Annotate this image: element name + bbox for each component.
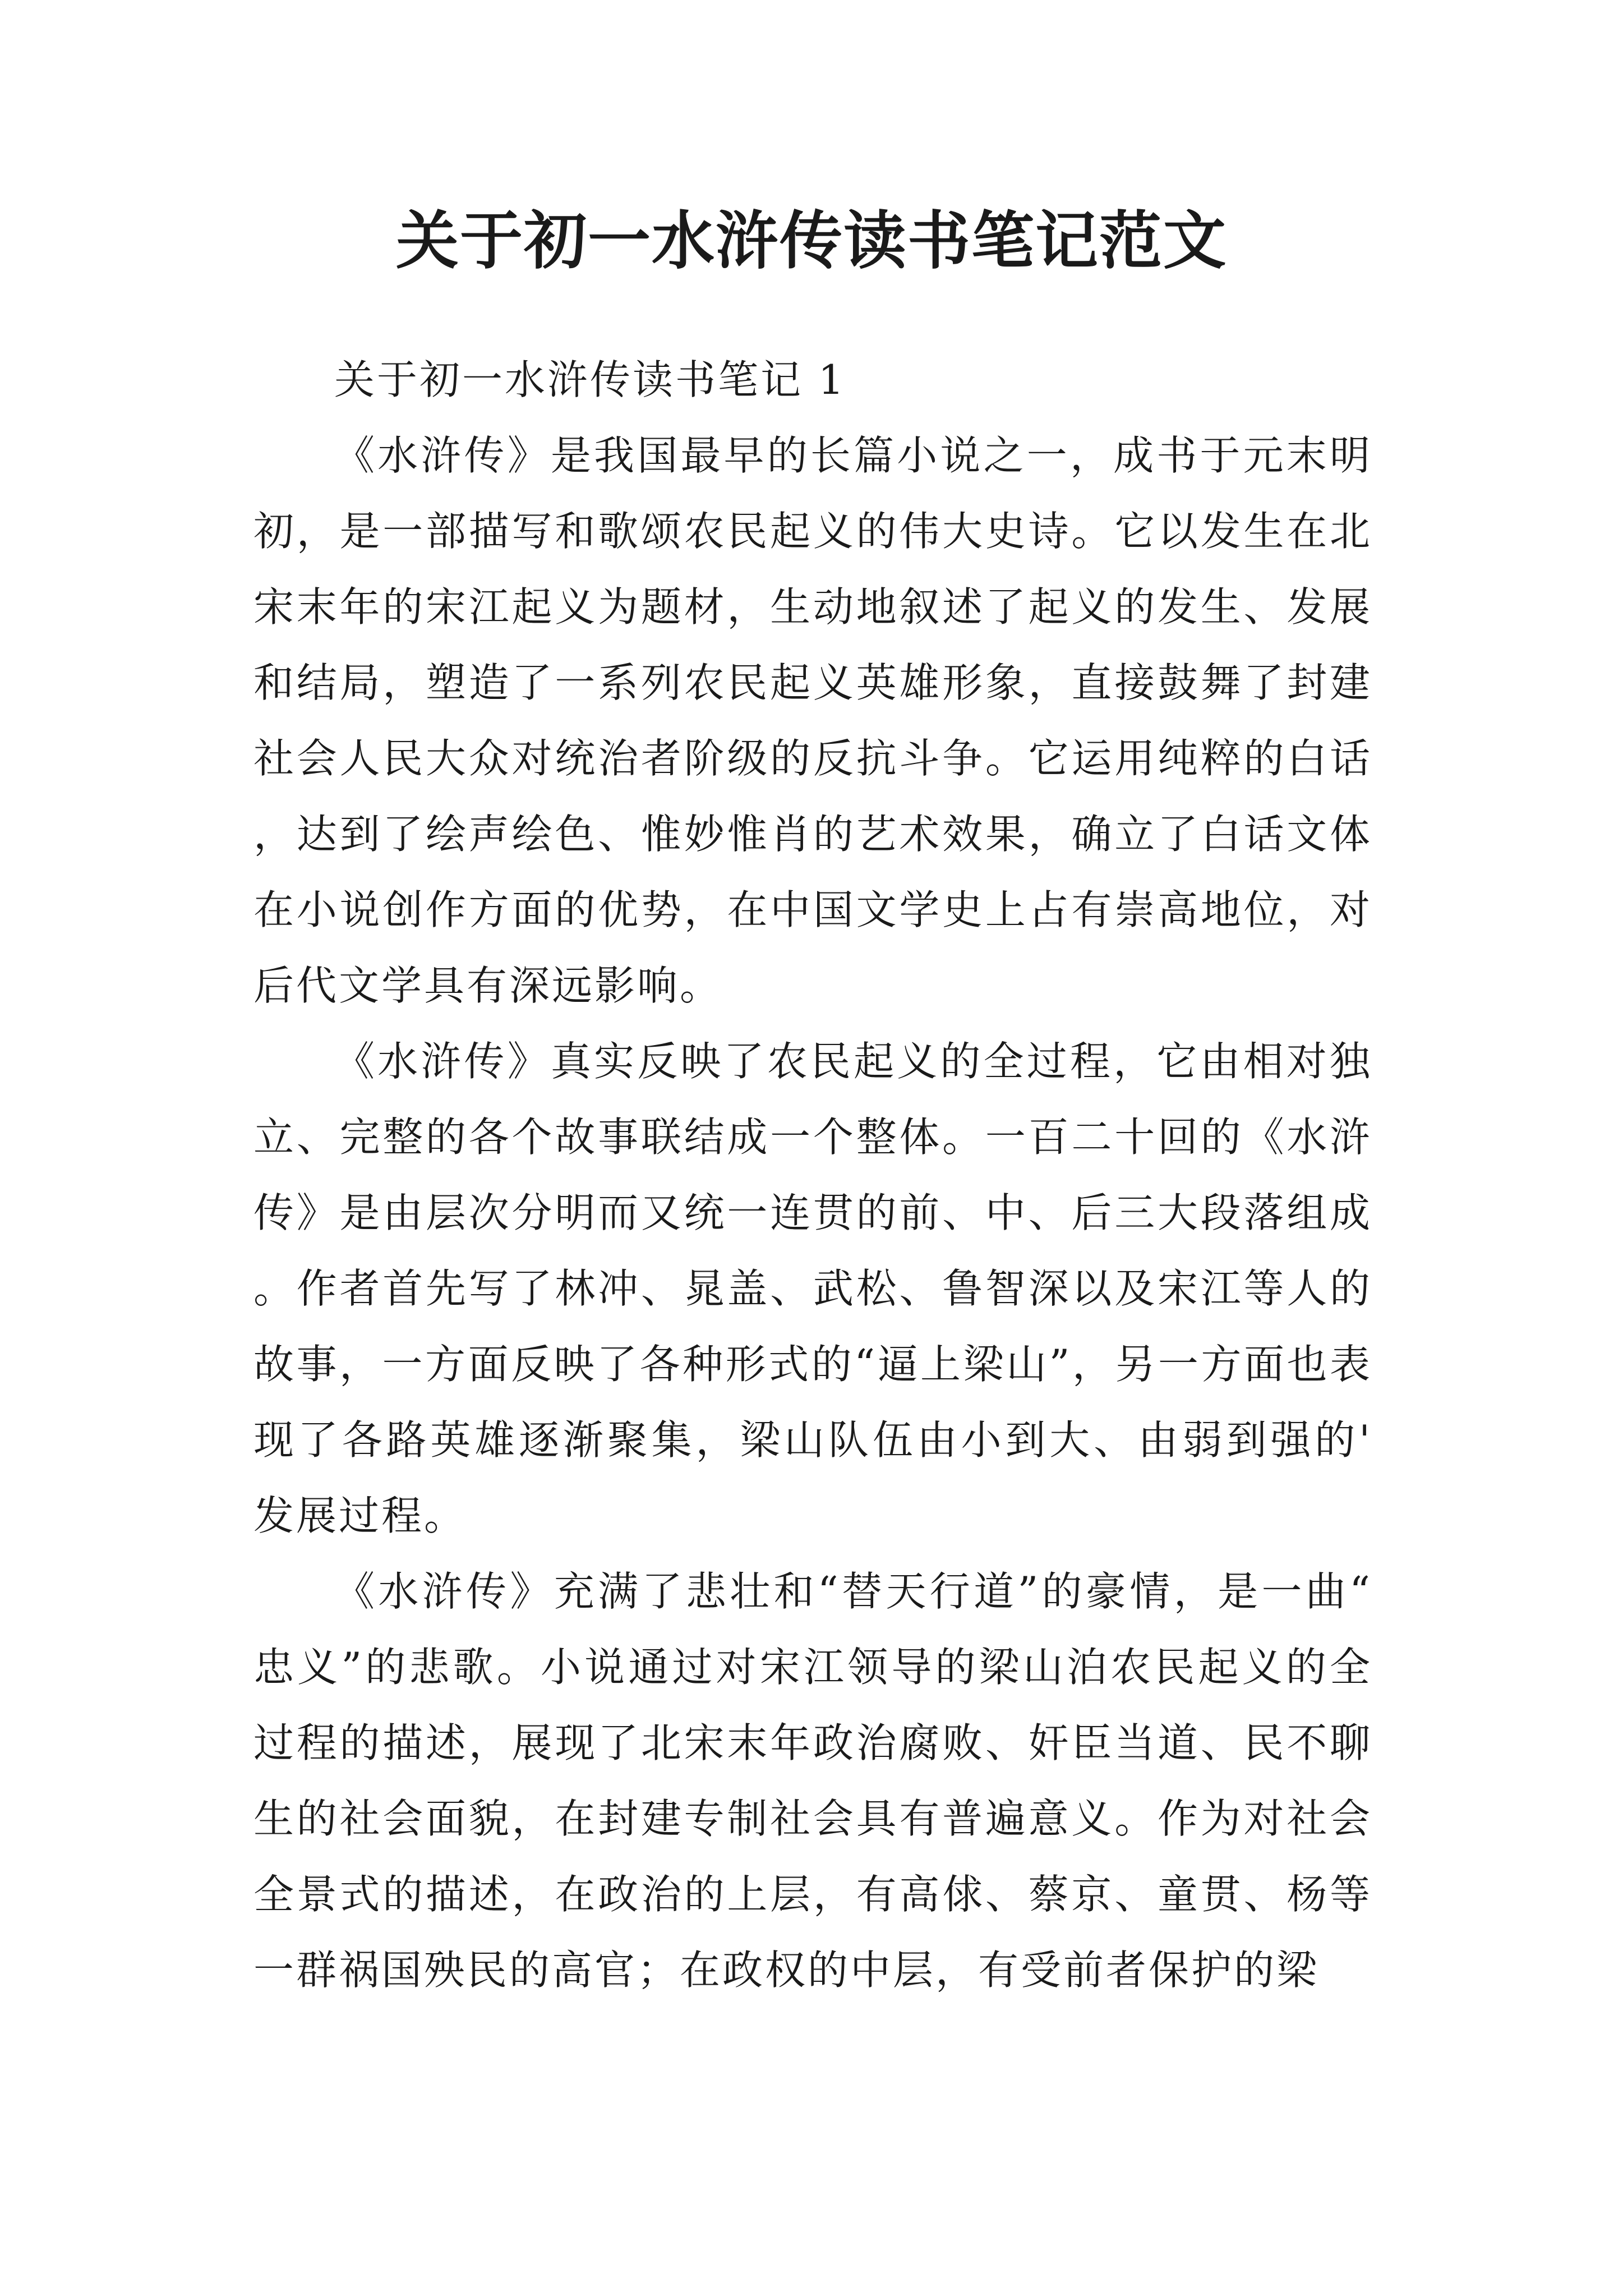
paragraph-1: 《水浒传》是我国最早的长篇小说之一，成书于元末明初，是一部描写和歌颂农民起义的伟大史诗。它以发生在北宋末年的宋江起义为题材，生动地叙述了起义的发生、发展和结局，塑造了一系列农民起义英雄形象，直接鼓舞了封建社会人民大众对统治者阶级的反抗斗争。它运用纯粹的白话，达到了绘声绘色、惟妙惟肖的艺术效果，确立了白话文体在小说创作方面的优势，在中国文学史上占有崇高地位，对后代文学具有深远影响。 bbox=[253, 432, 1372, 1009]
paragraph-3: 《水浒传》充满了悲壮和“替天行道”的豪情，是一曲“忠义”的悲歌。小说通过对宋江领导的梁山泊农民起义的全过程的描述，展现了北宋末年政治腐败、奸臣当道、民不聊生的社会面貌，在封建专制社会具有普遍意义。作为对社会全景式的描述，在政治的上层，有高俅、蔡京、童贯、杨等一群祸国殃民的高官；在政权的中层，有受前者保护的梁 bbox=[253, 1568, 1372, 1994]
paragraph-2: 《水浒传》真实反映了农民起义的全过程，它由相对独立、完整的各个故事联结成一个整体。一百二十回的《水浒传》是由层次分明而又统一连贯的前、中、后三大段落组成。作者首先写了林冲、晁盖、武松、鲁智深以及宋江等人的故事，一方面反映了各种形式的“逼上梁山”，另一方面也表现了各路英雄逐渐聚集，梁山队伍由小到大、由弱到强的'发展过程。 bbox=[253, 1038, 1372, 1539]
document-body bbox=[253, 342, 1372, 2008]
section-heading: 关于初一水浒传读书笔记 1 bbox=[334, 356, 846, 403]
document-title: 关于初一水浒传读书笔记范文 bbox=[396, 204, 1227, 278]
